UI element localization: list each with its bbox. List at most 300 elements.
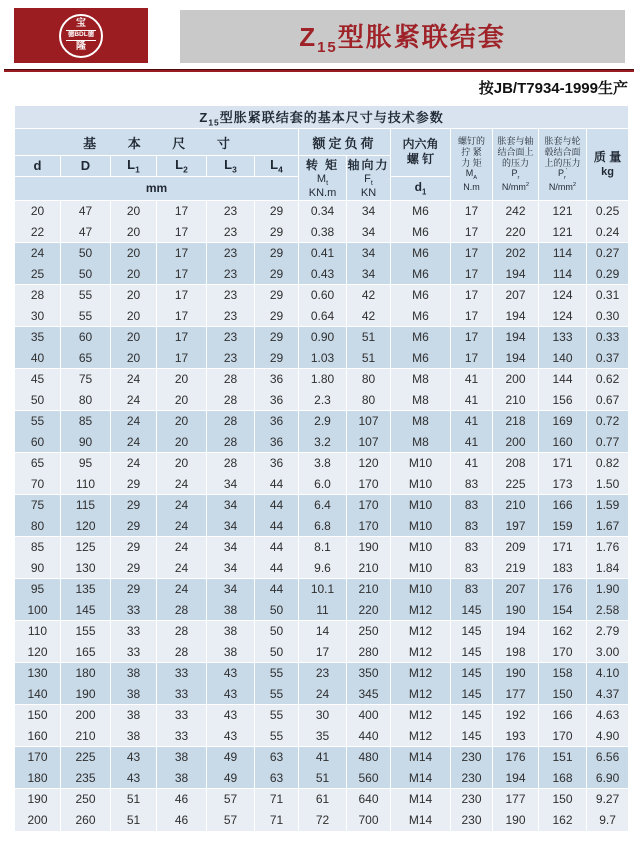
- table-cell: 23: [207, 243, 255, 264]
- table-cell: 65: [61, 348, 111, 369]
- table-row: [15, 390, 629, 411]
- L1-base: L: [127, 157, 136, 173]
- table-cell: 225: [61, 747, 111, 768]
- table-cell: 20: [111, 201, 157, 222]
- table-cell: 35: [15, 327, 61, 348]
- table-cell: 194: [493, 306, 539, 327]
- table-cell: 36: [255, 432, 299, 453]
- header-hex-line1: 内六角: [402, 137, 439, 152]
- table-row: [15, 789, 629, 810]
- table-cell: 57: [207, 810, 255, 831]
- table-cell: M12: [391, 705, 451, 726]
- table-cell: 190: [493, 600, 539, 621]
- table-cell: 0.33: [587, 327, 629, 348]
- table-cell: M10: [391, 495, 451, 516]
- table-cell: 55: [15, 411, 61, 432]
- table-cell: M12: [391, 642, 451, 663]
- L2-sub: 2: [183, 164, 188, 175]
- table-cell: 210: [347, 579, 391, 600]
- table-cell: 220: [493, 222, 539, 243]
- table-cell: 46: [157, 789, 207, 810]
- table-cell: 20: [15, 201, 61, 222]
- table-cell: 29: [255, 285, 299, 306]
- torque-sym: M: [316, 173, 327, 185]
- table-cell: 230: [451, 810, 493, 831]
- table-cell: 55: [61, 285, 111, 306]
- table-cell: 0.31: [587, 285, 629, 306]
- table-cell: 17: [451, 264, 493, 285]
- table-cell: 2.3: [299, 390, 347, 411]
- table-cell: 17: [157, 201, 207, 222]
- table-cell: 1.03: [299, 348, 347, 369]
- table-cell: 480: [347, 747, 391, 768]
- table-cell: 90: [15, 558, 61, 579]
- table-cell: 11: [299, 600, 347, 621]
- table-cell: 194: [493, 348, 539, 369]
- table-cell: 260: [61, 810, 111, 831]
- table-cell: 23: [207, 285, 255, 306]
- table-cell: 80: [347, 390, 391, 411]
- table-cell: 170: [347, 474, 391, 495]
- table-cell: 80: [15, 516, 61, 537]
- table-cell: 29: [111, 537, 157, 558]
- table-cell: 34: [347, 243, 391, 264]
- table-title-row: [15, 106, 629, 129]
- table-cell: 24: [157, 495, 207, 516]
- table-cell: 110: [61, 474, 111, 495]
- spec-table: [14, 105, 629, 831]
- table-cell: 170: [15, 747, 61, 768]
- production-standard-note: 按JB/T7934-1999生产: [478, 80, 628, 97]
- table-cell: 41: [451, 369, 493, 390]
- page-title-suffix: 型胀紧联结套: [337, 21, 506, 52]
- table-cell: 145: [61, 600, 111, 621]
- table-cell: 165: [61, 642, 111, 663]
- table-cell: 75: [15, 495, 61, 516]
- table-cell: 115: [61, 495, 111, 516]
- table-row: [15, 453, 629, 474]
- table-cell: M8: [391, 411, 451, 432]
- header-ma-unit: N.m: [463, 181, 480, 192]
- table-cell: 176: [539, 579, 587, 600]
- table-cell: 1.80: [299, 369, 347, 390]
- header-mm-unit: mm: [15, 176, 299, 200]
- table-cell: 20: [157, 411, 207, 432]
- table-cell: M8: [391, 369, 451, 390]
- table-cell: 0.90: [299, 327, 347, 348]
- table-cell: 17: [299, 642, 347, 663]
- table-cell: 83: [451, 558, 493, 579]
- table-cell: 83: [451, 495, 493, 516]
- table-cell: 250: [61, 789, 111, 810]
- axial-unit: KN: [360, 187, 377, 200]
- table-cell: 95: [15, 579, 61, 600]
- table-row: [15, 327, 629, 348]
- table-cell: 155: [61, 621, 111, 642]
- table-cell: 23: [207, 306, 255, 327]
- table-cell: 47: [61, 222, 111, 243]
- table-row: [15, 474, 629, 495]
- table-cell: 33: [111, 642, 157, 663]
- table-cell: 20: [157, 432, 207, 453]
- table-cell: 29: [255, 306, 299, 327]
- table-cell: 107: [347, 411, 391, 432]
- logo-seal-middle: 德BDL德: [66, 30, 96, 41]
- table-cell: 145: [451, 642, 493, 663]
- table-cell: 51: [299, 768, 347, 789]
- table-row: [15, 243, 629, 264]
- table-cell: 144: [539, 369, 587, 390]
- table-cell: 159: [539, 516, 587, 537]
- table-cell: 85: [61, 411, 111, 432]
- table-cell: 171: [539, 537, 587, 558]
- table-cell: 130: [61, 558, 111, 579]
- ma-sym: M: [465, 168, 474, 179]
- header-pr2-line1: 胀套与轮: [544, 136, 581, 147]
- header-row-groups: [15, 129, 629, 156]
- table-cell: 70: [15, 474, 61, 495]
- table-row: [15, 264, 629, 285]
- axial-sym: F: [364, 173, 371, 185]
- table-cell: 6.4: [299, 495, 347, 516]
- table-cell: 28: [207, 390, 255, 411]
- table-cell: 85: [15, 537, 61, 558]
- table-cell: M6: [391, 201, 451, 222]
- torque-sym-sub: t: [326, 179, 329, 188]
- table-cell: 160: [15, 726, 61, 747]
- table-cell: 43: [207, 663, 255, 684]
- header-ma-line2: 拧 紧: [461, 147, 482, 158]
- table-cell: 17: [451, 201, 493, 222]
- table-cell: 50: [255, 642, 299, 663]
- table-row: [15, 222, 629, 243]
- page-title: [299, 17, 506, 56]
- table-row: [15, 495, 629, 516]
- header-screw-tightening-torque: [451, 129, 493, 201]
- table-cell: 72: [299, 810, 347, 831]
- d1-sym-sub: 1: [422, 187, 427, 197]
- table-cell: 41: [451, 432, 493, 453]
- table-cell: M14: [391, 747, 451, 768]
- table-cell: 44: [255, 558, 299, 579]
- table-cell: 170: [539, 642, 587, 663]
- table-cell: 4.10: [587, 663, 629, 684]
- table-cell: 71: [255, 789, 299, 810]
- table-cell: 24: [157, 579, 207, 600]
- table-cell: 75: [61, 369, 111, 390]
- table-cell: 45: [15, 369, 61, 390]
- table-cell: 124: [539, 285, 587, 306]
- table-cell: M10: [391, 537, 451, 558]
- header-L1: [111, 156, 157, 177]
- table-cell: 560: [347, 768, 391, 789]
- table-row: [15, 747, 629, 768]
- header-torque: [299, 156, 347, 201]
- table-cell: 194: [493, 264, 539, 285]
- pr-sym: P: [511, 168, 518, 179]
- table-cell: 38: [207, 621, 255, 642]
- table-cell: 20: [111, 327, 157, 348]
- table-cell: 200: [493, 432, 539, 453]
- table-cell: 17: [157, 264, 207, 285]
- table-cell: 61: [299, 789, 347, 810]
- header-L3: [207, 156, 255, 177]
- table-cell: 23: [299, 663, 347, 684]
- header-mass-unit: kg: [601, 166, 615, 179]
- table-cell: 207: [493, 579, 539, 600]
- table-cell: 230: [451, 768, 493, 789]
- table-cell: 190: [493, 663, 539, 684]
- table-cell: 49: [207, 747, 255, 768]
- table-cell: 400: [347, 705, 391, 726]
- table-cell: 280: [347, 642, 391, 663]
- table-cell: 42: [347, 306, 391, 327]
- L4-base: L: [270, 157, 279, 173]
- table-cell: 29: [111, 579, 157, 600]
- header-rated-load: 额定负荷: [299, 129, 391, 156]
- table-cell: M6: [391, 243, 451, 264]
- table-cell: M8: [391, 432, 451, 453]
- table-cell: 150: [15, 705, 61, 726]
- table-cell: 3.8: [299, 453, 347, 474]
- table-cell: 180: [61, 663, 111, 684]
- table-cell: 0.82: [587, 453, 629, 474]
- table-cell: 120: [61, 516, 111, 537]
- table-cell: 38: [111, 684, 157, 705]
- table-cell: 33: [111, 600, 157, 621]
- table-row: [15, 579, 629, 600]
- table-cell: 2.79: [587, 621, 629, 642]
- table-cell: 43: [111, 747, 157, 768]
- logo-seal: [59, 14, 103, 58]
- table-cell: 36: [255, 369, 299, 390]
- table-cell: 24: [111, 369, 157, 390]
- table-cell: 4.63: [587, 705, 629, 726]
- table-row: [15, 768, 629, 789]
- table-cell: 38: [207, 642, 255, 663]
- torque-unit: KN.m: [308, 187, 337, 200]
- table-cell: 154: [539, 600, 587, 621]
- logo-seal-top: 宝: [76, 18, 86, 30]
- table-cell: 2.9: [299, 411, 347, 432]
- table-cell: 140: [15, 684, 61, 705]
- table-cell: 100: [15, 600, 61, 621]
- pr2-sym-sub: r: [563, 175, 566, 182]
- table-cell: 44: [255, 537, 299, 558]
- header-axial-force: [347, 156, 391, 201]
- table-cell: 29: [255, 222, 299, 243]
- d1-sym: d: [414, 179, 422, 194]
- table-cell: 145: [451, 705, 493, 726]
- table-cell: 202: [493, 243, 539, 264]
- table-cell: 121: [539, 222, 587, 243]
- table-cell: M10: [391, 474, 451, 495]
- table-cell: 55: [255, 726, 299, 747]
- table-cell: 250: [347, 621, 391, 642]
- table-cell: 151: [539, 747, 587, 768]
- table-cell: 28: [15, 285, 61, 306]
- table-cell: 34: [207, 579, 255, 600]
- table-cell: 17: [157, 327, 207, 348]
- table-cell: 50: [15, 390, 61, 411]
- table-cell: 200: [61, 705, 111, 726]
- table-cell: 145: [451, 684, 493, 705]
- table-cell: 44: [255, 579, 299, 600]
- header-pr-symbol: [493, 168, 538, 182]
- table-cell: 20: [111, 306, 157, 327]
- header-ma-line3: 力 矩: [461, 157, 482, 168]
- axial-symbol: [347, 173, 390, 187]
- table-cell: 14: [299, 621, 347, 642]
- pr2-unit: N/mm: [548, 181, 573, 192]
- header-pr-line1: 胀套与轴: [497, 136, 534, 147]
- table-cell: 29: [111, 474, 157, 495]
- table-cell: 125: [61, 537, 111, 558]
- table-cell: 55: [255, 705, 299, 726]
- table-cell: 50: [61, 264, 111, 285]
- table-cell: 83: [451, 537, 493, 558]
- table-cell: 209: [493, 537, 539, 558]
- table-cell: 17: [157, 222, 207, 243]
- table-cell: 345: [347, 684, 391, 705]
- table-cell: 34: [347, 222, 391, 243]
- table-cell: 55: [61, 306, 111, 327]
- table-cell: 194: [493, 327, 539, 348]
- table-cell: 0.29: [587, 264, 629, 285]
- header-pr-unit: [493, 182, 538, 193]
- table-cell: 121: [539, 201, 587, 222]
- table-cell: 95: [61, 453, 111, 474]
- table-title-suffix: 型胀紧联结套的基本尺寸与技术参数: [219, 109, 444, 125]
- table-cell: 51: [111, 810, 157, 831]
- table-cell: M10: [391, 579, 451, 600]
- table-cell: 83: [451, 474, 493, 495]
- pr2-sym: P: [557, 168, 564, 179]
- table-cell: 130: [15, 663, 61, 684]
- table-cell: M6: [391, 264, 451, 285]
- table-row: [15, 348, 629, 369]
- torque-symbol: [299, 173, 346, 187]
- axial-label: 轴向力: [347, 158, 390, 172]
- table-cell: 700: [347, 810, 391, 831]
- header-mass-label: 质 量: [593, 149, 622, 164]
- table-cell: 34: [347, 201, 391, 222]
- table-cell: 235: [61, 768, 111, 789]
- table-cell: 0.72: [587, 411, 629, 432]
- table-cell: M10: [391, 516, 451, 537]
- table-cell: 183: [539, 558, 587, 579]
- table-cell: 1.50: [587, 474, 629, 495]
- table-cell: 169: [539, 411, 587, 432]
- table-cell: 41: [451, 390, 493, 411]
- L4-sub: 4: [278, 164, 283, 175]
- table-cell: 29: [255, 201, 299, 222]
- table-cell: 17: [157, 243, 207, 264]
- table-cell: 0.24: [587, 222, 629, 243]
- table-cell: 220: [347, 600, 391, 621]
- table-cell: 218: [493, 411, 539, 432]
- table-cell: 38: [157, 768, 207, 789]
- table-cell: 63: [255, 747, 299, 768]
- table-cell: 0.41: [299, 243, 347, 264]
- table-cell: 207: [493, 285, 539, 306]
- L3-base: L: [224, 157, 233, 173]
- table-cell: 1.76: [587, 537, 629, 558]
- table-cell: 17: [157, 306, 207, 327]
- table-title-prefix: Z: [199, 109, 209, 125]
- table-cell: 0.60: [299, 285, 347, 306]
- table-cell: 162: [539, 621, 587, 642]
- table-cell: 640: [347, 789, 391, 810]
- table-cell: 57: [207, 789, 255, 810]
- table-row: [15, 285, 629, 306]
- table-cell: 114: [539, 243, 587, 264]
- table-cell: M14: [391, 768, 451, 789]
- table-cell: 23: [207, 222, 255, 243]
- table-cell: 42: [347, 285, 391, 306]
- table-cell: 120: [15, 642, 61, 663]
- table-cell: M14: [391, 810, 451, 831]
- table-cell: 38: [157, 747, 207, 768]
- table-cell: 17: [451, 222, 493, 243]
- table-cell: 1.59: [587, 495, 629, 516]
- table-cell: 6.0: [299, 474, 347, 495]
- table-cell: 24: [157, 558, 207, 579]
- table-cell: 166: [539, 705, 587, 726]
- table-cell: 71: [255, 810, 299, 831]
- table-cell: 225: [493, 474, 539, 495]
- table-cell: 107: [347, 432, 391, 453]
- table-cell: M10: [391, 453, 451, 474]
- header-shaft-contact-pressure: [493, 129, 539, 201]
- table-cell: 43: [207, 684, 255, 705]
- table-cell: 440: [347, 726, 391, 747]
- table-cell: 160: [539, 432, 587, 453]
- table-cell: 29: [111, 495, 157, 516]
- table-cell: 173: [539, 474, 587, 495]
- table-cell: 28: [157, 600, 207, 621]
- table-cell: 33: [157, 705, 207, 726]
- table-cell: 0.34: [299, 201, 347, 222]
- header-d: d: [15, 156, 61, 177]
- table-cell: 193: [493, 726, 539, 747]
- table-cell: 33: [157, 663, 207, 684]
- table-cell: 20: [111, 264, 157, 285]
- pr-unit: N/mm: [501, 181, 526, 192]
- table-cell: 145: [451, 663, 493, 684]
- axial-sym-sub: t: [370, 179, 373, 188]
- table-cell: 40: [15, 348, 61, 369]
- table-cell: 150: [539, 789, 587, 810]
- table-row: [15, 621, 629, 642]
- table-cell: 192: [493, 705, 539, 726]
- header-pr2-symbol: [539, 168, 586, 182]
- table-cell: 23: [207, 264, 255, 285]
- table-cell: 17: [451, 327, 493, 348]
- table-cell: 0.64: [299, 306, 347, 327]
- table-cell: 110: [15, 621, 61, 642]
- table-cell: 2.58: [587, 600, 629, 621]
- table-cell: 50: [61, 243, 111, 264]
- table-cell: M10: [391, 558, 451, 579]
- table-cell: 36: [255, 390, 299, 411]
- L1-sub: 1: [135, 164, 140, 175]
- logo-seal-bottom: 隆: [76, 40, 86, 52]
- table-cell: 17: [451, 306, 493, 327]
- table-row: [15, 558, 629, 579]
- table-cell: 114: [539, 264, 587, 285]
- L3-sub: 3: [232, 164, 237, 175]
